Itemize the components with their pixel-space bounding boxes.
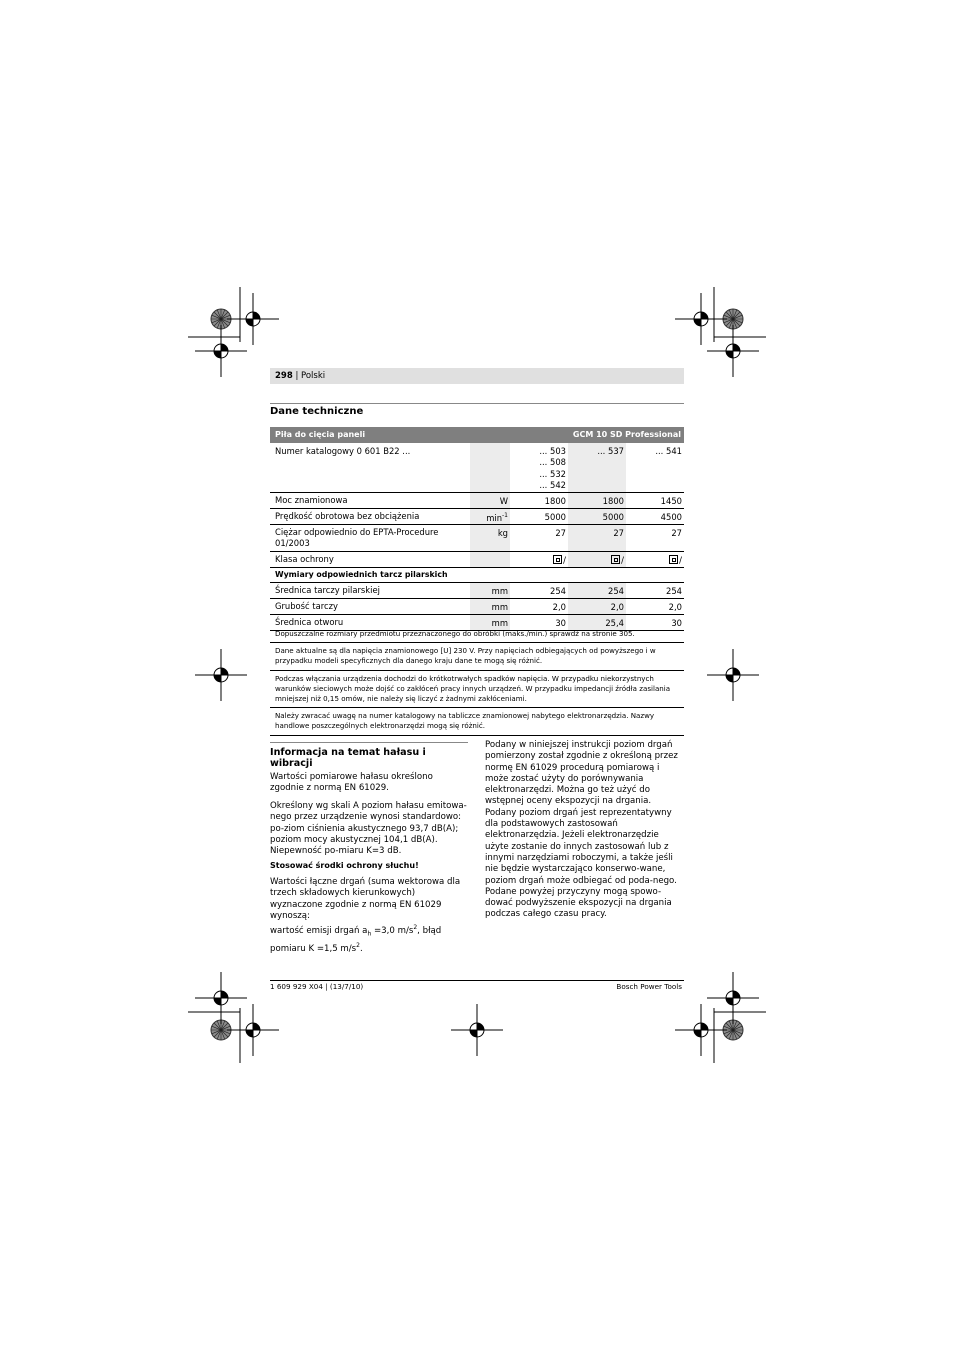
noise-column-right <box>485 740 684 928</box>
row-label: Prędkość obrotowa bez obciążenia <box>275 511 420 521</box>
catalog-suffix: ... 532 <box>539 468 566 479</box>
paragraph: Wartości łączne drgań (suma wektorowa dla trzech składowych kierunkowych) wyznaczone zgodnie z normą EN 61029 wynoszą: <box>270 876 461 921</box>
row-value-3: 254 <box>666 586 682 596</box>
row-value-1: 1800 <box>544 496 566 506</box>
row-value-2: 25,4 <box>568 615 626 630</box>
row-value-2 <box>568 552 626 567</box>
row-unit <box>470 552 510 567</box>
paragraph: Wartości pomiarowe hałasu określono zgodnie z normą EN 61029. <box>270 771 433 793</box>
row-value-2: 1800 <box>568 493 626 508</box>
row-value-1: 30 <box>555 618 566 628</box>
row-unit: mm <box>470 615 510 630</box>
row-unit: mm <box>470 599 510 614</box>
row-label: Grubość tarczy <box>275 601 338 611</box>
text-run: . <box>360 943 363 954</box>
row-value-1 <box>510 443 568 492</box>
subscript: h <box>367 930 372 938</box>
catalog-suffix: ... 508 <box>539 457 566 468</box>
table-notes <box>270 626 684 736</box>
row-value-2 <box>568 443 626 492</box>
catalog-suffix: ... 541 <box>655 446 682 456</box>
protection-class-slash: / <box>679 555 682 565</box>
row-value-2: 254 <box>568 583 626 598</box>
row-value-2: 5000 <box>568 509 626 524</box>
section-title: Dane techniczne <box>270 406 364 417</box>
noise-heading: Informacja na temat hałasu i wibracji <box>270 742 468 772</box>
row-unit <box>470 509 510 524</box>
unit-superscript: -1 <box>502 512 508 519</box>
superscript: 2 <box>413 924 418 932</box>
noise-column-left <box>270 742 468 962</box>
row-value-1: 254 <box>550 586 566 596</box>
row-value-2: 27 <box>568 525 626 551</box>
row-label: Średnica otworu <box>275 617 344 627</box>
row-value-1: 5000 <box>544 512 566 522</box>
row-unit: kg <box>470 525 510 551</box>
row-value-3: 1450 <box>660 496 682 506</box>
protection-class-slash: / <box>563 555 566 565</box>
header-language: Polski <box>301 371 326 381</box>
paragraph: Podany poziom drgań jest reprezentatywny dla podstawowych zastosowań elektronarzędzia. Jeżeli elektronarzędzie użyte zostanie do innych zastosowań lub z innymi narzędziami roboczymi, a także jeśli nie będzie wystarczająco konserwo-wane, poziom drgań może odbiegać od poda-nego. Podane powyżej przyczyny mogą spowo-dować podwyższenie ekspozycji na drgania podczas całego czasu pracy. <box>485 807 677 920</box>
footer-rule <box>270 980 684 981</box>
row-value-3: 30 <box>671 618 682 628</box>
superscript: 2 <box>356 942 360 950</box>
row-value-3 <box>626 443 684 492</box>
table-row <box>270 552 684 568</box>
footer-brand: Bosch Power Tools <box>616 982 682 991</box>
row-value-1 <box>510 552 568 567</box>
protection-class-icon <box>669 555 678 564</box>
row-value-3: 4500 <box>660 512 682 522</box>
protection-class-slash: / <box>621 555 624 565</box>
row-value-3: 2,0 <box>668 602 682 612</box>
catalog-suffix: ... 537 <box>597 446 624 456</box>
row-unit <box>470 443 510 492</box>
paragraph: Podany w niniejszej instrukcji poziom drgań pomierzony został zgodnie z określoną przez normę EN 61029 procedurą pomiarową i może zostać użyty do porównywania elektronarzędzi. Można go też użyć do wstępnej oceny ekspozycji na drgania. <box>485 740 678 807</box>
row-label: Numer katalogowy 0 601 B22 ... <box>275 446 411 456</box>
page-header <box>270 368 684 384</box>
row-label: Średnica tarczy pilarskiej <box>275 585 380 595</box>
row-value-3 <box>626 552 684 567</box>
note-item: Dane aktualne są dla napięcia znamionowego [U] 230 V. Przy napięciach odbiegających od powyższego i w przypadku modeli specyficznych dla danego kraju dane te mogą się różnić. <box>270 643 684 670</box>
row-value-2: 2,0 <box>568 599 626 614</box>
page-number: 298 <box>275 371 293 381</box>
table-title-right: GCM 10 SD Professional <box>572 430 681 439</box>
table-title-left: Piła do cięcia paneli <box>275 430 366 439</box>
text-run: =3,0 m/s <box>371 926 414 937</box>
note-item: Należy zwracać uwagę na numer katalogowy na tabliczce znamionowej nabytego elektronarzędzia. Nazwy handlowe poszczególnych elektronarzędzi mogą się różnić. <box>270 708 684 735</box>
table-row <box>270 525 684 552</box>
table-row <box>270 493 684 509</box>
tech-data-table <box>270 427 684 631</box>
header-separator: | <box>292 371 302 381</box>
unit-base: min <box>486 512 503 523</box>
row-value-1: 2,0 <box>552 602 566 612</box>
table-row <box>270 509 684 525</box>
table-row <box>270 583 684 599</box>
catalog-suffix: ... 542 <box>539 479 566 490</box>
text-run: wartość emisji drgań a <box>270 926 368 937</box>
catalog-suffix: ... 503 <box>539 446 566 456</box>
row-unit: W <box>470 493 510 508</box>
vibration-values <box>270 922 468 955</box>
note-item: Dopuszczalne rozmiary przedmiotu przeznaczonego do obróbki (maks./min.) sprawdź na stronie 305. <box>270 626 684 643</box>
row-label: Ciężar odpowiednio do EPTA-Procedure 01/2003 <box>275 527 439 549</box>
row-value-1: 27 <box>555 528 566 538</box>
row-label: Klasa ochrony <box>275 554 334 564</box>
note-item: Podczas włączania urządzenia dochodzi do krótkotrwałych spadków napięcia. W przypadku niekorzystnych warunków sieciowych może dojść co zakłóceń pracy innych urządzeń. W przypadku impedancji źródła zasilania mniejszej niż 0,15 omów, nie należy się liczyć z żadnymi zakłóceniami. <box>270 671 684 709</box>
row-value-3: 27 <box>671 528 682 538</box>
hearing-protection-warning: Stosować środki ochrony słuchu! <box>270 860 419 870</box>
protection-class-icon <box>553 555 562 564</box>
table-subheading: Wymiary odpowiednich tarcz pilarskich <box>270 568 684 583</box>
row-unit: mm <box>470 583 510 598</box>
footer-doc-number: 1 609 929 X04 | (13/7/10) <box>270 982 364 991</box>
row-label: Moc znamionowa <box>275 495 348 505</box>
table-row <box>270 443 684 493</box>
section-rule <box>270 403 684 404</box>
table-header <box>270 427 684 443</box>
table-row <box>270 599 684 615</box>
paragraph: Określony wg skali A poziom hałasu emitowa-nego przez urządzenie wynosi standardowo: po-ziom ciśnienia akustycznego 93,7 dB(A); poziom mocy akustycznej 104,1 dB(A). Niepewność po-miaru K=3 dB. <box>270 801 467 857</box>
text-run: , błąd pomiaru K =1,5 m/s <box>270 926 442 954</box>
protection-class-icon <box>611 555 620 564</box>
